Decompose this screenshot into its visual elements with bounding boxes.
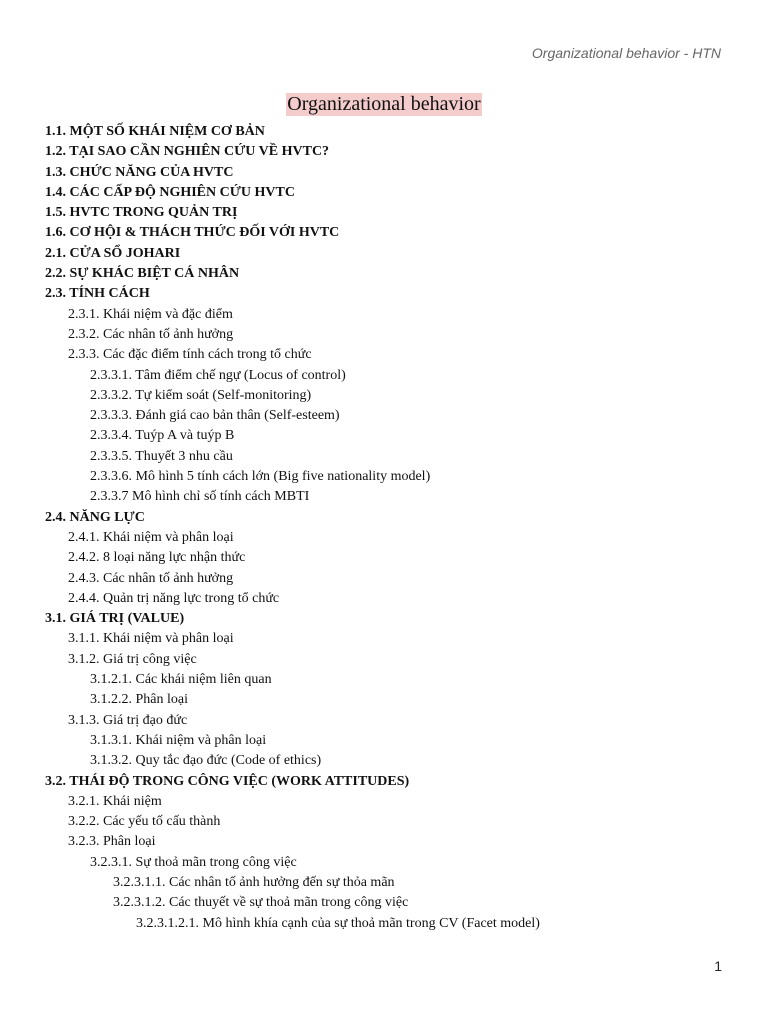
toc-entry: 3.1.2. Giá trị công việc	[68, 651, 197, 667]
toc-entry: 3.2.1. Khái niệm	[68, 793, 162, 809]
toc-entry: 2.3.3.2. Tự kiểm soát (Self-monitoring)	[90, 387, 312, 403]
toc-entry: 2.3.3.1. Tâm điểm chế ngự (Locus of control)	[90, 367, 346, 383]
toc-section-heading: 2.1. CỬA SỔ JOHARI	[45, 245, 181, 261]
toc-entry: 3.2.3.1.2. Các thuyết về sự thoả mãn trong công việc	[113, 895, 409, 911]
toc-entry: 3.2.2. Các yếu tố cấu thành	[68, 814, 221, 830]
toc-entry: 2.4.2. 8 loại năng lực nhận thức	[68, 550, 246, 566]
toc-section-heading: 3.2. THÁI ĐỘ TRONG CÔNG VIỆC (WORK ATTITUDES)	[45, 773, 410, 789]
toc-section-heading: 2.4. NĂNG LỰC	[45, 509, 145, 525]
toc-entry: 3.1.2.1. Các khái niệm liên quan	[90, 672, 272, 688]
toc-entry: 3.2.3.1. Sự thoả mãn trong công việc	[90, 854, 297, 870]
toc-section-heading: 2.2. SỰ KHÁC BIỆT CÁ NHÂN	[45, 266, 240, 282]
toc-entry: 3.1.2.2. Phân loại	[90, 692, 188, 708]
page-number: 1	[714, 958, 722, 974]
toc-entry: 3.1.1. Khái niệm và phân loại	[68, 631, 234, 647]
toc-entry: 2.3.3.3. Đánh giá cao bản thân (Self-esteem)	[90, 408, 340, 424]
toc-entry: 2.3.3.5. Thuyết 3 nhu cầu	[90, 448, 233, 464]
toc-entry: 2.4.3. Các nhân tố ảnh hưởng	[68, 570, 234, 586]
toc-section-heading: 1.6. CƠ HỘI & THÁCH THỨC ĐỐI VỚI HVTC	[45, 225, 340, 241]
toc-entry: 2.4.4. Quản trị năng lực trong tổ chức	[68, 590, 280, 606]
title-container	[0, 93, 768, 116]
toc-entry: 3.1.3. Giá trị đạo đức	[68, 712, 188, 728]
toc-entry: 2.3.1. Khái niệm và đặc điểm	[68, 306, 233, 322]
toc-section-heading: 1.3. CHỨC NĂNG CỦA HVTC	[45, 164, 234, 180]
toc-entry: 2.3.2. Các nhân tố ảnh hưởng	[68, 326, 234, 342]
toc-entry: 2.4.1. Khái niệm và phân loại	[68, 529, 234, 545]
toc-entry: 3.2.3.1.1. Các nhân tố ảnh hưởng đến sự thỏa mãn	[113, 874, 395, 890]
table-of-contents	[45, 122, 540, 934]
toc-entry: 2.3.3. Các đặc điểm tính cách trong tổ chức	[68, 347, 312, 363]
document-title: Organizational behavior	[287, 93, 481, 115]
toc-section-heading: 1.5. HVTC TRONG QUẢN TRỊ	[45, 205, 238, 221]
toc-entry: 2.3.3.7 Mô hình chỉ số tính cách MBTI	[90, 489, 310, 505]
toc-entry: 3.1.3.2. Quy tắc đạo đức (Code of ethics)	[90, 753, 322, 769]
toc-entry: 2.3.3.4. Tuýp A và tuýp B	[90, 428, 235, 444]
toc-section-heading: 2.3. TÍNH CÁCH	[45, 286, 150, 302]
toc-entry: 3.2.3.1.2.1. Mô hình khía cạnh của sự thoả mãn trong CV (Facet model)	[136, 915, 540, 931]
toc-entry: 3.2.3. Phân loại	[68, 834, 156, 850]
running-header: Organizational behavior - HTN	[531, 45, 721, 61]
toc-entry: 2.3.3.6. Mô hình 5 tính cách lớn (Big five nationality model)	[90, 469, 431, 485]
toc-section-heading: 1.2. TẠI SAO CẦN NGHIÊN CỨU VỀ HVTC?	[45, 144, 330, 160]
toc-section-heading: 3.1. GIÁ TRỊ (VALUE)	[45, 611, 185, 627]
toc-section-heading: 1.1. MỘT SỐ KHÁI NIỆM CƠ BẢN	[45, 124, 265, 139]
toc-entry: 3.1.3.1. Khái niệm và phân loại	[90, 732, 267, 748]
toc-section-heading: 1.4. CÁC CẤP ĐỘ NGHIÊN CỨU HVTC	[45, 184, 295, 200]
